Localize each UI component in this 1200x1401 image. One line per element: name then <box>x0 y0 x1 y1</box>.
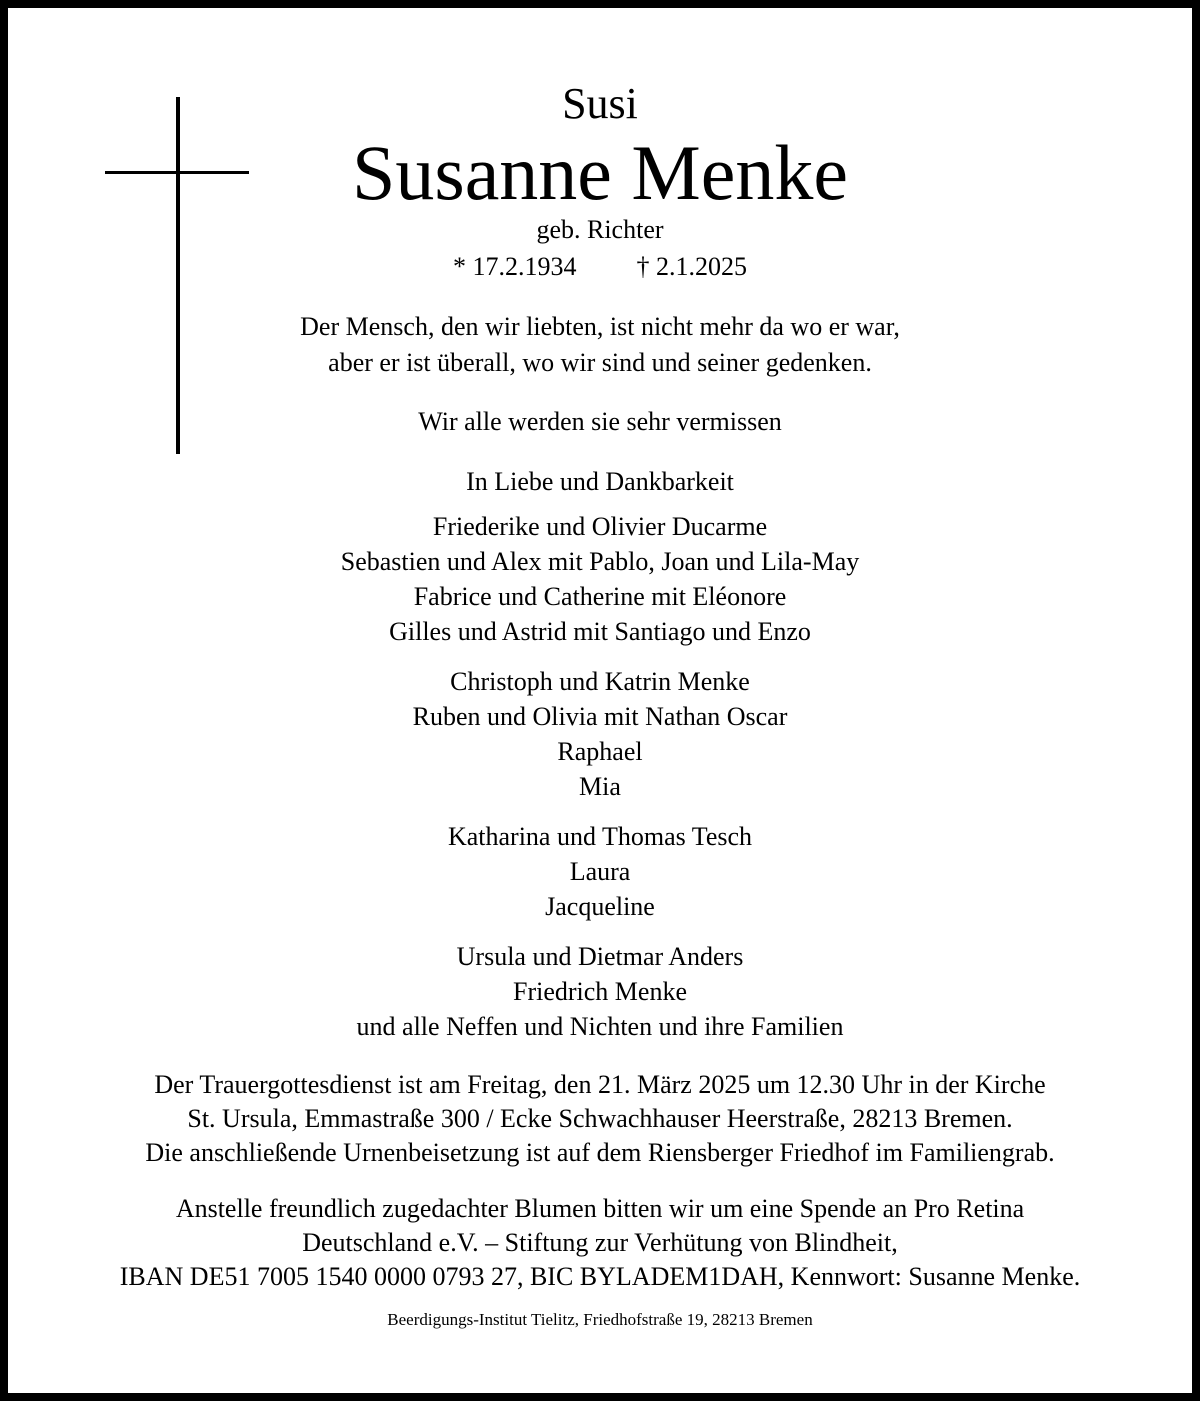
maiden-name: geb. Richter <box>536 215 664 244</box>
closing-line: In Liebe und Dankbarkeit <box>466 467 734 496</box>
funeral-home: Beerdigungs-Institut Tielitz, Friedhofstraße 19, 28213 Bremen <box>387 1310 813 1329</box>
life-dates <box>0 254 1200 280</box>
family-member: Friederike und Olivier Ducarme <box>432 512 768 541</box>
donation-info: IBAN DE51 7005 1540 0000 0793 27, BIC BYLADEM1DAH, Kennwort: Susanne Menke. <box>119 1262 1081 1291</box>
family-member: Christoph und Katrin Menke <box>450 667 750 696</box>
family-member: Laura <box>569 857 631 886</box>
service-info: St. Ursula, Emmastraße 300 / Ecke Schwachhauser Heerstraße, 28213 Bremen. <box>187 1104 1013 1133</box>
family-member: Ruben und Olivia mit Nathan Oscar <box>412 702 788 731</box>
family-member: und alle Neffen und Nichten und ihre Familien <box>356 1012 844 1041</box>
deceased-name: Susanne Menke <box>351 129 849 216</box>
donation-info: Anstelle freundlich zugedachter Blumen bitten wir um eine Spende an Pro Retina <box>175 1194 1025 1223</box>
family-member: Raphael <box>557 737 643 766</box>
quote-line: Der Mensch, den wir liebten, ist nicht mehr da wo er war, <box>300 312 900 341</box>
service-info: Die anschließende Urnenbeisetzung ist auf dem Riensberger Friedhof im Familiengrab. <box>145 1138 1055 1167</box>
donation-info: Deutschland e.V. – Stiftung zur Verhütung von Blindheit, <box>302 1228 898 1257</box>
nickname: Susi <box>562 79 638 128</box>
family-member: Jacqueline <box>545 892 655 921</box>
death-date: † 2.1.2025 <box>636 252 747 281</box>
family-member: Katharina und Thomas Tesch <box>447 822 753 851</box>
family-member: Ursula und Dietmar Anders <box>456 942 744 971</box>
family-member: Fabrice und Catherine mit Eléonore <box>413 582 787 611</box>
family-member: Mia <box>579 772 621 801</box>
family-member: Sebastien und Alex mit Pablo, Joan und Lila-May <box>340 547 860 576</box>
family-member: Friedrich Menke <box>512 977 687 1006</box>
birth-date: * 17.2.1934 <box>453 252 577 281</box>
family-member: Gilles und Astrid mit Santiago und Enzo <box>389 617 811 646</box>
quote-line: aber er ist überall, wo wir sind und seiner gedenken. <box>328 348 872 377</box>
service-info: Der Trauergottesdienst ist am Freitag, den 21. März 2025 um 12.30 Uhr in der Kirche <box>154 1070 1046 1099</box>
miss-line: Wir alle werden sie sehr vermissen <box>418 407 782 436</box>
